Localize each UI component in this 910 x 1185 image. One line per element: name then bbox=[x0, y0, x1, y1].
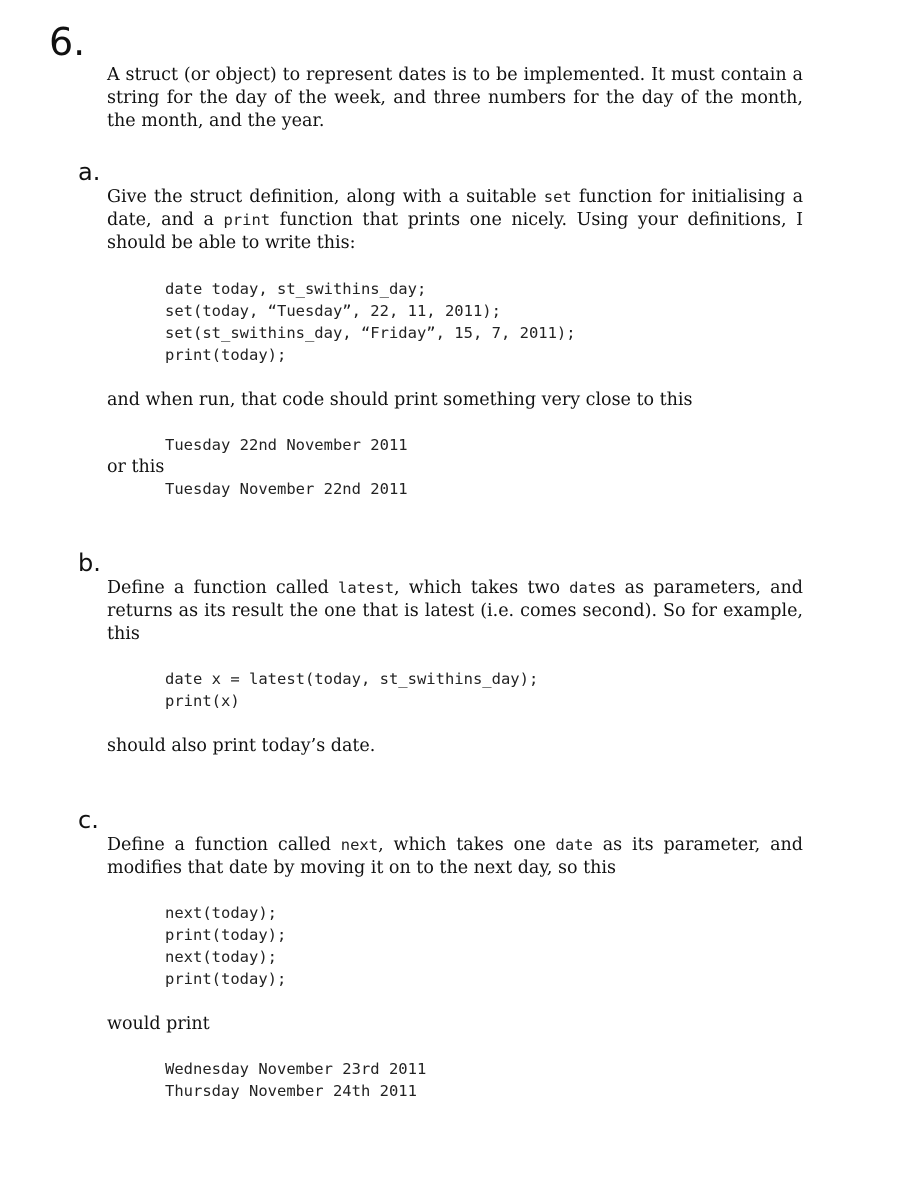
part-a-output-2: Tuesday November 22nd 2011 bbox=[165, 480, 408, 498]
part-c-after-text: would print bbox=[107, 1014, 210, 1034]
part-b-prompt-text-1: Define a function called bbox=[107, 578, 339, 598]
part-a-code-block bbox=[165, 278, 576, 366]
code-line: date x = latest(today, st_swithins_day); bbox=[165, 670, 539, 688]
part-c-prompt-text-1: Define a function called bbox=[107, 835, 341, 855]
part-a-label: a. bbox=[78, 158, 101, 186]
code-line: next(today); bbox=[165, 948, 277, 966]
keyword-latest: latest bbox=[338, 579, 395, 597]
part-c-prompt-text-3: as its parameter, and modifies that date by moving it on to the next day, so this bbox=[107, 835, 803, 878]
question-number: 6. bbox=[49, 20, 86, 64]
code-line: set(today, “Tuesday”, 22, 11, 2011); bbox=[165, 302, 501, 320]
keyword-date: date bbox=[555, 836, 593, 854]
part-b-code-block bbox=[165, 668, 538, 712]
output-line: Thursday November 24th 2011 bbox=[165, 1082, 417, 1100]
part-a-prompt-text-1: Give the struct definition, along with a suitable bbox=[107, 187, 544, 207]
part-c-prompt bbox=[107, 834, 803, 880]
code-line: print(today); bbox=[165, 970, 287, 988]
code-line: print(today); bbox=[165, 346, 287, 364]
code-line: set(st_swithins_day, “Friday”, 15, 7, 2011); bbox=[165, 324, 576, 342]
part-c-label: c. bbox=[78, 806, 99, 834]
keyword-print: print bbox=[223, 211, 271, 229]
part-a-prompt bbox=[107, 186, 803, 255]
part-a-run-text: and when run, that code should print something very close to this bbox=[107, 390, 693, 410]
code-line: next(today); bbox=[165, 904, 277, 922]
part-b-prompt bbox=[107, 577, 803, 646]
keyword-date: date bbox=[569, 579, 607, 597]
part-c-code-block bbox=[165, 902, 286, 990]
question-intro: A struct (or object) to represent dates is to be implemented. It must contain a string for the day of the week, and three numbers for the day of the month, the month, and the year. bbox=[107, 65, 803, 131]
keyword-next: next bbox=[340, 836, 379, 854]
part-b-after-text: should also print today’s date. bbox=[107, 736, 376, 756]
part-a-or-text: or this bbox=[107, 457, 165, 477]
part-a-prompt-text-3: function that prints one nicely. Using your definitions, I should be able to write this: bbox=[107, 210, 803, 253]
part-b-prompt-text-2: , which takes two bbox=[394, 578, 570, 598]
part-a-prompt-text-2: function for initialising a date, and a bbox=[107, 187, 803, 230]
part-c-output-block bbox=[165, 1058, 426, 1102]
part-b-label: b. bbox=[78, 549, 101, 577]
part-b-prompt-text-3: s as parameters, and returns as its result the one that is latest (i.e. comes second). So for example, this bbox=[107, 578, 803, 644]
code-line: print(x) bbox=[165, 692, 240, 710]
keyword-set: set bbox=[543, 188, 572, 206]
part-a-output-1: Tuesday 22nd November 2011 bbox=[165, 436, 408, 454]
output-line: Wednesday November 23rd 2011 bbox=[165, 1060, 427, 1078]
code-line: date today, st_swithins_day; bbox=[165, 280, 427, 298]
code-line: print(today); bbox=[165, 926, 287, 944]
part-c-prompt-text-2: , which takes one bbox=[378, 835, 556, 855]
